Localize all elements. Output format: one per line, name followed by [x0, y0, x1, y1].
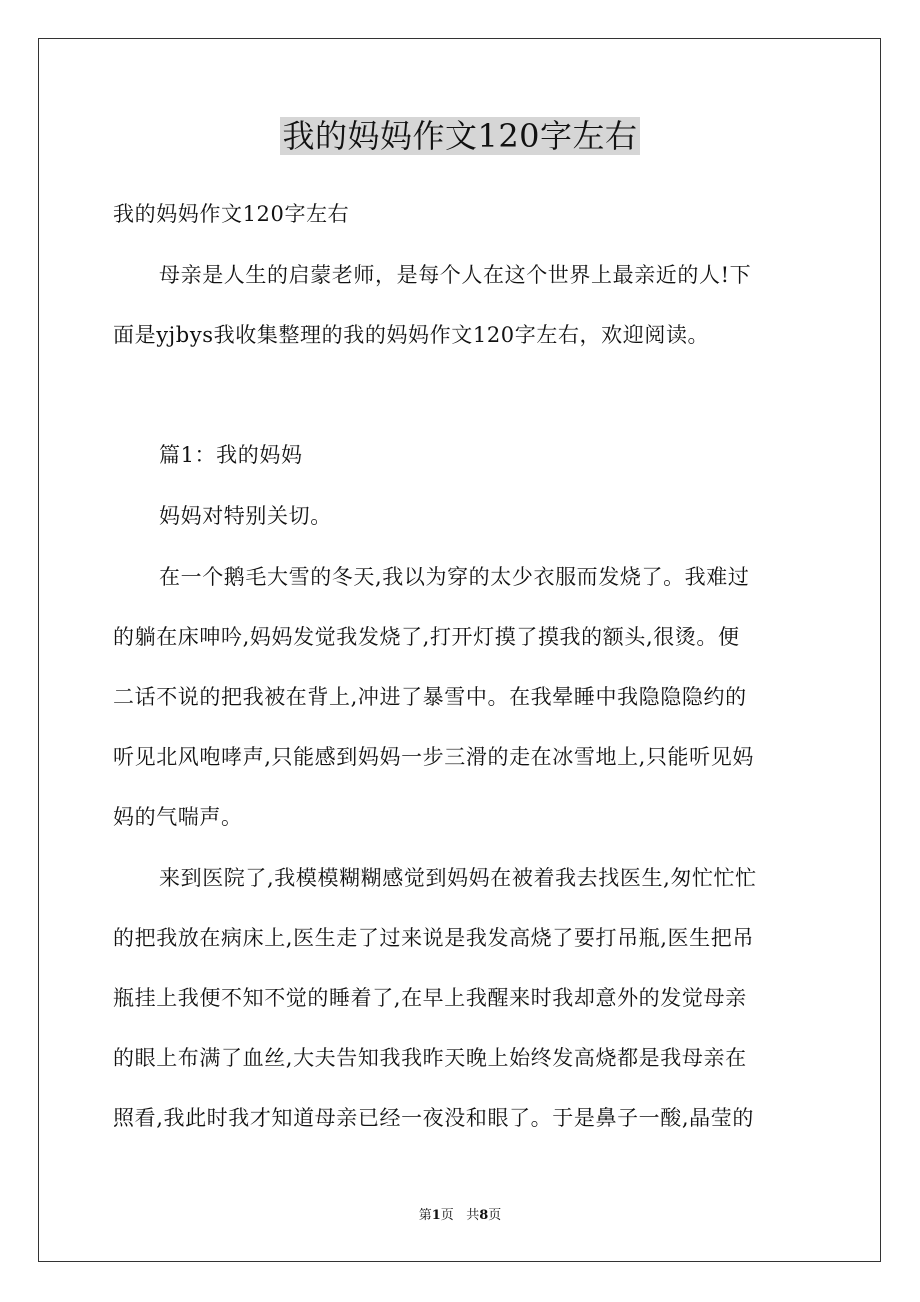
paragraph-line: 的躺在床呻吟,妈妈发觉我发烧了,打开灯摸了摸我的额头,很烫。便 [113, 625, 740, 649]
paragraph-line: 的眼上布满了血丝,大夫告知我我昨天晚上始终发高烧都是我母亲在 [113, 1046, 747, 1070]
paragraph-line: 听见北风咆哮声,只能感到妈妈一步三滑的走在冰雪地上,只能听见妈 [113, 745, 754, 769]
paragraph-line: 妈妈对特别关切。 [159, 504, 332, 528]
title-text: 我的妈妈作文120字左右 [282, 117, 638, 155]
paragraph-line: 母亲是人生的启蒙老师，是每个人在这个世界上最亲近的人!下 [159, 263, 752, 287]
page-number: 1 [431, 1208, 441, 1223]
paragraph-line: 在一个鹅毛大雪的冬天,我以为穿的太少衣服而发烧了。我难过 [159, 565, 750, 589]
document-subtitle: 我的妈妈作文120字左右 [113, 202, 350, 226]
paragraph-line: 的把我放在病床上,医生走了过来说是我发高烧了要打吊瓶,医生把吊 [113, 926, 754, 950]
page-footer [0, 1207, 920, 1225]
paragraph-line: 瓶挂上我便不知不觉的睡着了,在早上我醒来时我却意外的发觉母亲 [113, 986, 747, 1010]
total-pages: 8 [479, 1208, 489, 1223]
total-suffix: 页 [488, 1208, 502, 1223]
paragraph-line: 妈的气喘声。 [113, 805, 243, 829]
paragraph-line: 来到医院了,我模模糊糊感觉到妈妈在被着我去找医生,匆忙忙忙 [159, 866, 757, 890]
paragraph-line: 照看,我此时我才知道母亲已经一夜没和眼了。于是鼻子一酸,晶莹的 [113, 1106, 754, 1130]
paragraph-line: 面是yjbys我收集整理的我的妈妈作文120字左右，欢迎阅读。 [113, 323, 710, 347]
total-prefix: 共 [466, 1208, 480, 1223]
page-suffix: 页 [440, 1208, 454, 1223]
page-prefix: 第 [418, 1208, 432, 1223]
section-heading: 篇1：我的妈妈 [159, 443, 303, 467]
paragraph-line: 二话不说的把我被在背上,冲进了暴雪中。在我晕睡中我隐隐隐约的 [113, 685, 747, 709]
document-title [0, 112, 920, 160]
